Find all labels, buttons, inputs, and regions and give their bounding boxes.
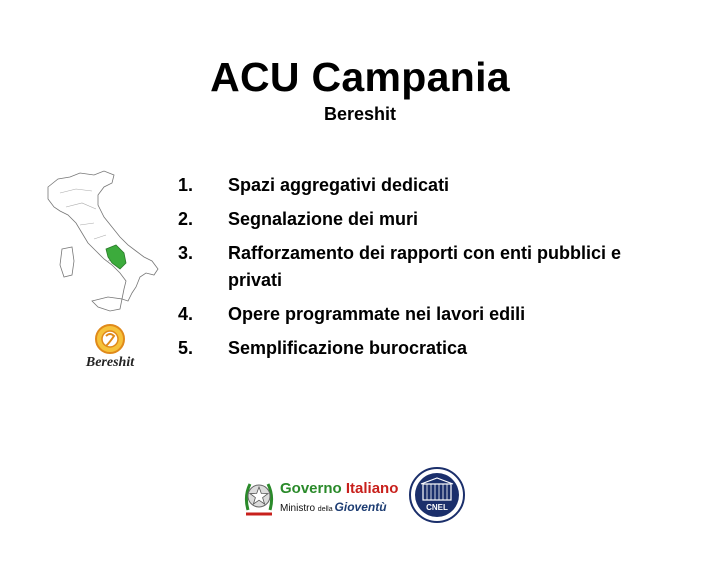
list-item-text: Spazi aggregativi dedicati (228, 175, 450, 195)
list-item-number: 1. (178, 175, 194, 195)
slide-title: ACU Campania (210, 54, 510, 100)
gioventu-text: Gioventù (334, 500, 387, 514)
ministero-gioventu-text (280, 500, 387, 514)
list-item (178, 301, 678, 328)
governo-italiano-text (280, 480, 398, 497)
list-item-text: Opere programmate nei lavori edili (228, 304, 526, 324)
bereshit-emblem-icon (72, 322, 148, 372)
objectives-list (178, 172, 678, 369)
cnel-text: CNEL (426, 503, 448, 512)
slide-subtitle: Bereshit (323, 104, 397, 124)
list-item-number: 5. (178, 338, 194, 358)
della-text: della (317, 506, 335, 513)
list-item (178, 172, 678, 199)
list-item-number: 3. (178, 243, 194, 263)
governo-italiano-logo (240, 474, 399, 520)
cnel-logo (400, 466, 474, 524)
list-item-text: Semplificazione burocratica (228, 338, 468, 358)
italy-map (36, 165, 166, 315)
list-item (178, 240, 678, 294)
cnel-emblem-icon (400, 466, 474, 524)
list-item-number: 2. (178, 209, 194, 229)
sardinia-shape (60, 247, 74, 277)
list-item-text: Segnalazione dei muri (228, 209, 419, 229)
list-item-text: Rafforzamento dei rapporti con enti pubblici e privati (228, 243, 622, 290)
sicily-shape (92, 297, 122, 311)
ministro-text: Ministro (280, 503, 318, 514)
list-item (178, 335, 678, 362)
bereshit-logo (72, 322, 148, 372)
italian-emblem-icon (240, 474, 278, 520)
italiano-text: Italiano (345, 480, 399, 497)
bereshit-logo-text: Bereshit (85, 355, 135, 370)
list-item-number: 4. (178, 304, 194, 324)
list-item (178, 206, 678, 233)
governo-text: Governo (280, 480, 346, 497)
